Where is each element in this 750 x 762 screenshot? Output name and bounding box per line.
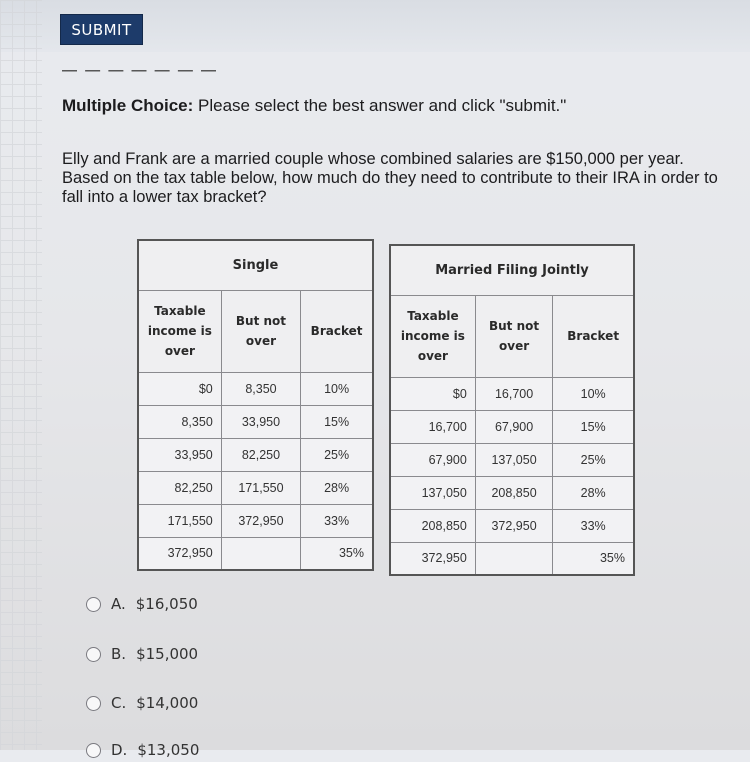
table-cell: 372,950: [221, 504, 300, 537]
single-header-not-over: But not over: [221, 290, 300, 372]
table-cell: 137,050: [475, 443, 553, 476]
table-cell: 28%: [301, 471, 373, 504]
table-cell: 82,250: [221, 438, 300, 471]
table-cell: $0: [138, 372, 221, 405]
table-cell: 8,350: [221, 372, 300, 405]
table-cell: 16,700: [475, 377, 553, 410]
radio-button-icon[interactable]: [86, 696, 101, 711]
table-cell: 10%: [553, 377, 634, 410]
table-cell: [475, 542, 553, 575]
table-cell: 208,850: [390, 509, 475, 542]
question-text: Elly and Frank are a married couple whose combined salaries are $150,000 per year. Based on the tax table below, how much do they need to contribute to their IRA in order to fall into a lower tax bracket?: [62, 150, 718, 206]
radio-button-icon[interactable]: [86, 743, 101, 758]
table-cell: 8,350: [138, 405, 221, 438]
married-tax-table: [389, 244, 635, 576]
table-cell: 35%: [301, 537, 373, 570]
option-c[interactable]: [86, 691, 346, 715]
option-text: $14,000: [136, 694, 199, 712]
single-tax-table: [137, 239, 374, 571]
single-header-over: Taxable income is over: [138, 290, 221, 372]
table-cell: 82,250: [138, 471, 221, 504]
table-row: [390, 377, 634, 410]
option-text: $16,050: [135, 595, 198, 613]
table-cell: 67,900: [475, 410, 553, 443]
table-row: [390, 509, 634, 542]
married-table-title: Married Filing Jointly: [390, 245, 634, 295]
table-cell: 171,550: [138, 504, 221, 537]
table-cell: 10%: [301, 372, 373, 405]
married-header-over: Taxable income is over: [390, 295, 475, 377]
radio-button-icon[interactable]: [86, 597, 101, 612]
table-cell: 16,700: [390, 410, 475, 443]
table-cell: 25%: [301, 438, 373, 471]
table-cell: 35%: [553, 542, 634, 575]
option-d-partial: [86, 738, 286, 759]
option-d[interactable]: [86, 738, 346, 762]
table-cell: $0: [390, 377, 475, 410]
table-cell: 137,050: [390, 476, 475, 509]
table-cell: 28%: [553, 476, 634, 509]
table-cell: 33,950: [221, 405, 300, 438]
table-row: [138, 537, 373, 570]
option-a[interactable]: [86, 592, 346, 616]
radio-button-icon[interactable]: [86, 647, 101, 662]
table-cell: 372,950: [138, 537, 221, 570]
table-row: [390, 443, 634, 476]
table-row: [138, 438, 373, 471]
married-header-not-over: But not over: [475, 295, 553, 377]
table-cell: [221, 537, 300, 570]
table-cell: 67,900: [390, 443, 475, 476]
table-cell: 25%: [553, 443, 634, 476]
option-text: $13,050: [137, 741, 200, 759]
table-row: [138, 504, 373, 537]
table-row: [390, 542, 634, 575]
table-row: [138, 405, 373, 438]
option-text: $15,000: [136, 645, 199, 663]
instruction-text: [62, 96, 722, 116]
option-letter: B.: [111, 645, 127, 663]
table-cell: 171,550: [221, 471, 300, 504]
table-row: [138, 471, 373, 504]
table-cell: 15%: [553, 410, 634, 443]
background-grid: [0, 0, 42, 750]
table-row: [390, 476, 634, 509]
option-letter: D.: [111, 741, 128, 759]
submit-button[interactable]: SUBMIT: [60, 14, 143, 45]
table-cell: 33%: [301, 504, 373, 537]
option-letter: A.: [111, 595, 126, 613]
table-cell: 33,950: [138, 438, 221, 471]
single-table-title: Single: [138, 240, 373, 290]
question-number-header: — — — — — — —: [62, 62, 219, 79]
instruction-label: Multiple Choice:: [62, 96, 194, 115]
table-row: [390, 410, 634, 443]
option-b[interactable]: [86, 642, 346, 666]
table-cell: 208,850: [475, 476, 553, 509]
table-row: [138, 372, 373, 405]
table-cell: 15%: [301, 405, 373, 438]
option-letter: C.: [111, 694, 127, 712]
instruction-body: Please select the best answer and click "submit.": [193, 96, 567, 115]
table-cell: 372,950: [390, 542, 475, 575]
married-header-bracket: Bracket: [553, 295, 634, 377]
table-cell: 33%: [553, 509, 634, 542]
table-cell: 372,950: [475, 509, 553, 542]
single-header-bracket: Bracket: [301, 290, 373, 372]
